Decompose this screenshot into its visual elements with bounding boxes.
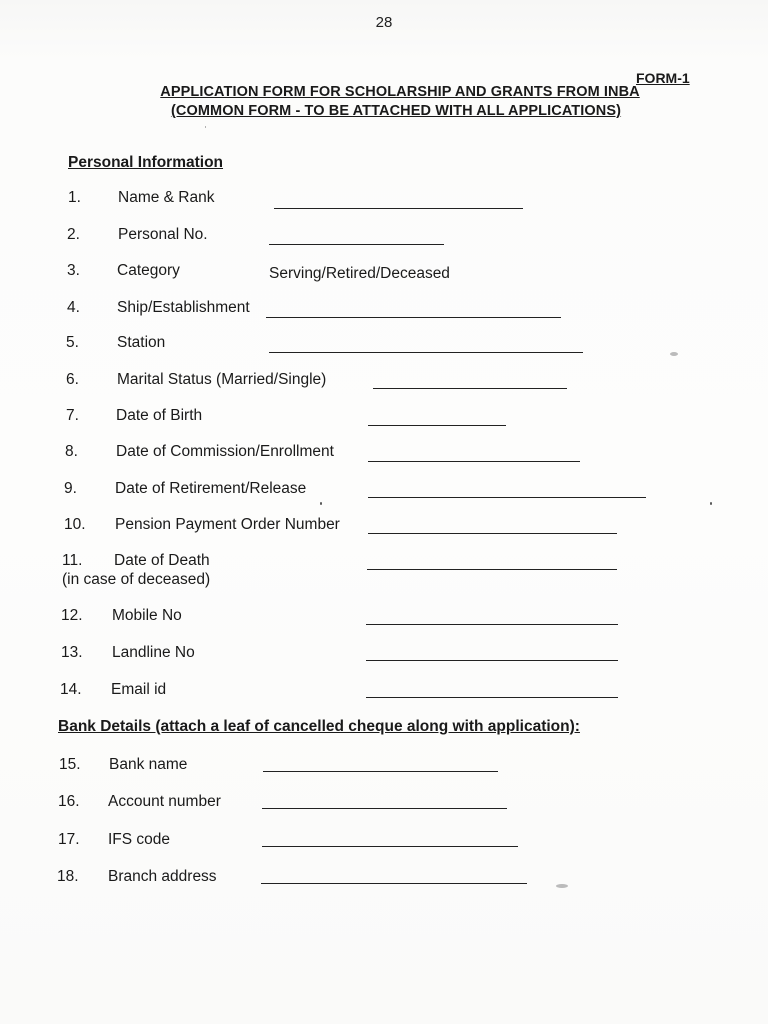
branch-address-field[interactable] xyxy=(261,883,527,884)
name-rank-field[interactable] xyxy=(274,208,523,209)
item-number: 12. xyxy=(61,607,83,624)
date-of-death-note: (in case of deceased) xyxy=(62,571,211,588)
personal-no-field[interactable] xyxy=(269,244,444,245)
scan-speck xyxy=(205,126,206,128)
ship-establishment-field[interactable] xyxy=(266,317,561,318)
station-field[interactable] xyxy=(269,352,583,353)
item-label: Date of Death xyxy=(114,552,210,569)
item-label: Mobile No xyxy=(112,607,182,624)
mobile-no-field[interactable] xyxy=(366,624,618,625)
date-of-birth-field[interactable] xyxy=(368,425,506,426)
item-number: 11. xyxy=(62,552,83,569)
item-number: 13. xyxy=(61,644,83,661)
scan-speck xyxy=(670,352,678,356)
form-subtitle: (COMMON FORM - TO BE ATTACHED WITH ALL APPLICATIONS) xyxy=(170,103,622,119)
item-number: 14. xyxy=(60,681,82,698)
item-label: Email id xyxy=(111,681,167,698)
date-of-commission-field[interactable] xyxy=(368,461,580,462)
item-label: Date of Commission/Enrollment xyxy=(116,443,334,460)
item-number: 2. xyxy=(67,226,80,243)
landline-no-field[interactable] xyxy=(366,660,618,661)
item-label: Category xyxy=(117,262,180,279)
item-number: 3. xyxy=(67,262,80,279)
item-number: 1. xyxy=(68,189,81,206)
date-of-death-field[interactable] xyxy=(367,569,617,570)
item-label: Bank name xyxy=(109,756,188,773)
date-of-retirement-field[interactable] xyxy=(368,497,646,498)
item-label: Pension Payment Order Number xyxy=(115,516,340,533)
item-label: Personal No. xyxy=(118,226,208,243)
item-label: Branch address xyxy=(108,868,217,885)
item-number: 16. xyxy=(58,793,80,810)
item-number: 4. xyxy=(67,299,80,316)
item-label: Marital Status (Married/Single) xyxy=(117,371,327,388)
pension-payment-order-field[interactable] xyxy=(368,533,617,534)
account-number-field[interactable] xyxy=(262,808,507,809)
item-label: Landline No xyxy=(112,644,195,661)
scan-speck xyxy=(556,884,568,888)
item-label: Account number xyxy=(108,793,221,810)
item-number: 15. xyxy=(59,756,81,773)
item-number: 9. xyxy=(64,480,77,497)
item-number: 5. xyxy=(66,334,79,351)
item-label: Date of Birth xyxy=(116,407,203,424)
item-label: Name & Rank xyxy=(118,189,215,206)
item-number: 8. xyxy=(65,443,78,460)
item-number: 18. xyxy=(57,868,79,885)
item-number: 7. xyxy=(66,407,79,424)
bank-details-heading: Bank Details (attach a leaf of cancelled cheque along with application): xyxy=(58,718,580,735)
item-number: 10. xyxy=(64,516,86,533)
page-number: 28 xyxy=(375,14,393,31)
item-label: Date of Retirement/Release xyxy=(115,480,307,497)
form-id: FORM-1 xyxy=(636,70,690,86)
personal-information-heading: Personal Information xyxy=(68,154,224,171)
form-title: APPLICATION FORM FOR SCHOLARSHIP AND GRANTS FROM INBA xyxy=(160,84,640,100)
item-label: Ship/Establishment xyxy=(117,299,250,316)
ifs-code-field[interactable] xyxy=(262,846,518,847)
item-number: 17. xyxy=(58,831,80,848)
scan-speck xyxy=(710,502,712,505)
bank-name-field[interactable] xyxy=(263,771,498,772)
item-number: 6. xyxy=(66,371,79,388)
scan-speck xyxy=(320,502,322,505)
item-label: IFS code xyxy=(108,831,171,848)
email-id-field[interactable] xyxy=(366,697,618,698)
item-label: Station xyxy=(117,334,166,351)
marital-status-field[interactable] xyxy=(373,388,567,389)
category-options[interactable]: Serving/Retired/Deceased xyxy=(269,265,450,282)
